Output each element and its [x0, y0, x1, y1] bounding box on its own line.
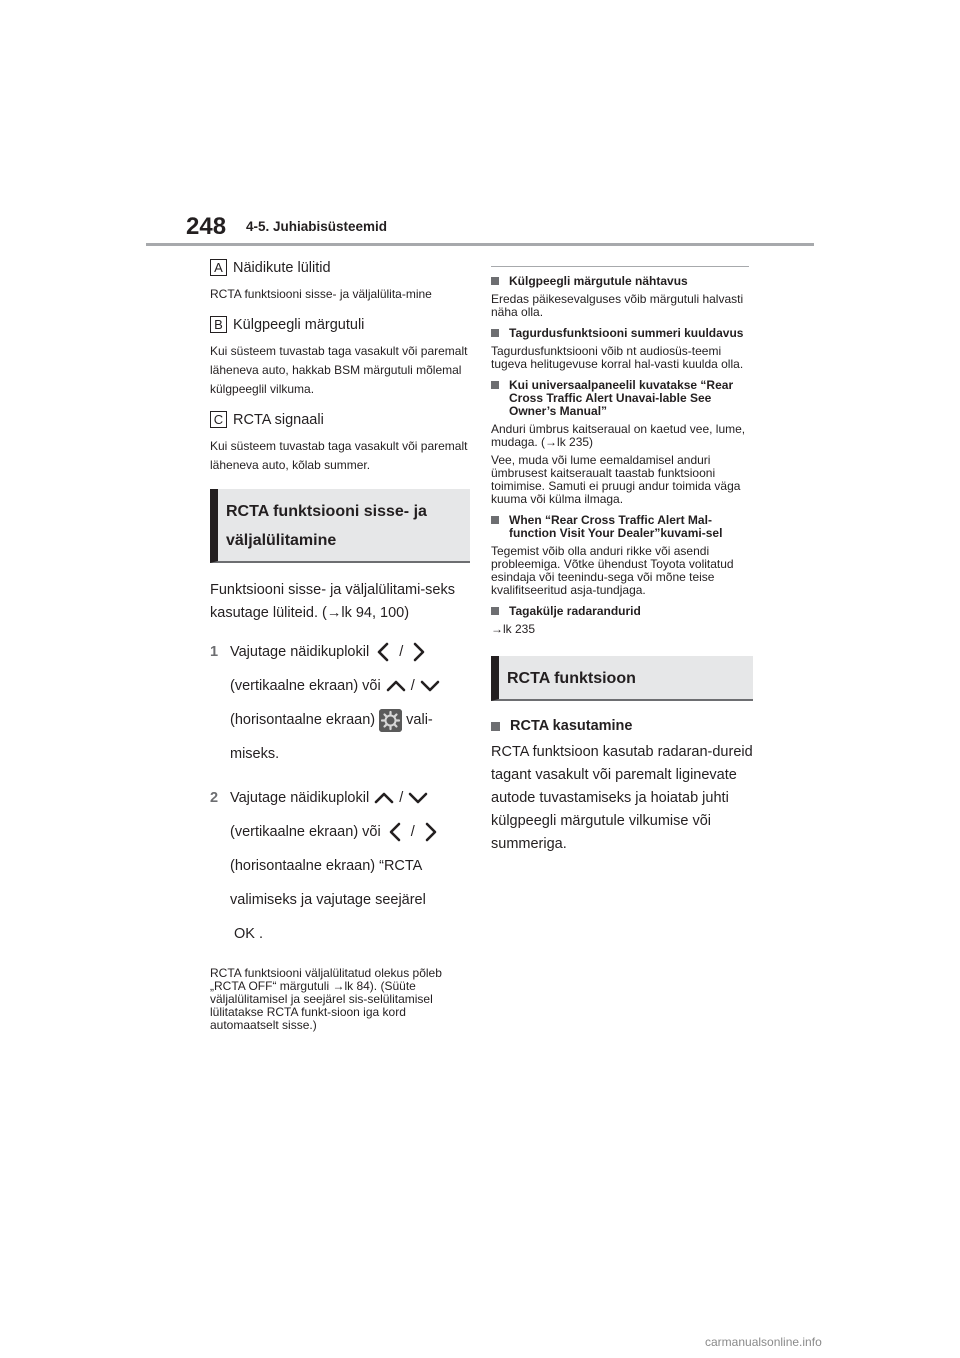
step-number-2: 2 — [210, 790, 219, 806]
chevron-left-icon — [385, 821, 407, 843]
slash-text: / — [399, 644, 404, 660]
step1-line3a: (horisontaalne ekraan) — [230, 712, 376, 728]
label-item-a — [210, 259, 470, 276]
step1-line4: miseks. — [230, 746, 280, 762]
slash-text: / — [410, 824, 415, 840]
label-desc-a: RCTA funktsiooni sisse- ja väljalülita-mine — [210, 287, 432, 301]
label-desc-b: Kui süsteem tuvastab taga vasakult või paremalt läheneva auto, hakkab BSM märgutuli mõlemal külgpeeglil vilkuma. — [210, 344, 468, 396]
square-bullet-icon — [491, 516, 499, 524]
label-box-a: A — [210, 259, 227, 276]
label-box-b: B — [210, 316, 227, 333]
square-bullet-icon — [491, 277, 499, 285]
step2-line1: Vajutage näidikuplokil — [230, 790, 370, 806]
note-heading-rear-sensors: Tagakülje radarandurid — [491, 605, 753, 618]
footer-watermark: carmanualsonline.info — [705, 1335, 822, 1349]
section-heading-rcta-toggle: RCTA funktsiooni sisse- ja väljalülitamine — [210, 489, 470, 563]
label-box-c: C — [210, 411, 227, 428]
label-title-b: Külgpeegli märgutuli — [233, 316, 365, 333]
square-bullet-icon — [491, 329, 499, 337]
chevron-up-icon — [373, 787, 395, 809]
chevron-up-icon — [385, 675, 407, 697]
section-title: 4-5. Juhiabisüsteemid — [246, 219, 388, 234]
step2-line4: valimiseks ja vajutage seejärel — [230, 892, 426, 908]
page-number: 248 — [186, 213, 227, 240]
page-reference: →lk 235 — [491, 622, 536, 636]
note-heading-buzzer: Tagurdusfunktsiooni summeri kuuldavus — [491, 327, 753, 340]
chevron-right-icon — [407, 641, 429, 663]
note-text: Anduri ümbrus kaitseraual on kaetud vee, lume, mudaga. (→lk 235) — [491, 422, 746, 449]
step-number-1: 1 — [210, 644, 219, 660]
chevron-right-icon — [419, 821, 441, 843]
step-2 — [210, 781, 470, 951]
note-text: Eredas päikesevalguses võib märgutuli halvasti näha olla. — [491, 292, 744, 319]
chevron-down-icon — [407, 787, 429, 809]
note-heading-malfunction: When “Rear Cross Traffic Alert Mal-function Visit Your Dealer”kuvami-sel — [491, 514, 753, 540]
square-bullet-icon — [491, 381, 499, 389]
section-heading-rcta-function: RCTA funktsioon — [491, 656, 753, 701]
note-text: Tagurdusfunktsiooni võib nt audiosüs-teemi tugeva helitugevuse korral hal-vasti kuulda olla. — [491, 344, 744, 371]
left-column — [210, 259, 470, 1032]
usage-text: RCTA funktsioon kasutab radaran-dureid tagant vasakult või paremalt liginevate autode tuvastamiseks ja hoiatab juhti külgpeegli märgutule vilkumise või summeriga. — [491, 744, 753, 852]
step2-line3: (horisontaalne ekraan) “RCTA — [230, 858, 423, 874]
column-rule — [491, 266, 749, 267]
label-title-c: RCTA signaali — [233, 411, 324, 428]
square-bullet-icon — [491, 722, 500, 731]
slash-text: / — [399, 790, 404, 806]
slash-text: / — [410, 678, 415, 694]
note-heading-mirror-visibility: Külgpeegli märgutule nähtavus — [491, 275, 753, 288]
square-bullet-icon — [491, 607, 499, 615]
note-text: Vee, muda või lume eemaldamisel anduri ümbrusest kaitseraualt taastab funktsiooni toimimise. Samuti ei pruugi andur toimida väga kuuma või külma ilmaga. — [491, 453, 741, 506]
ok-button-label: OK . — [234, 926, 264, 942]
chevron-down-icon — [419, 675, 441, 697]
label-desc-c: Kui süsteem tuvastab taga vasakult või paremalt läheneva auto, kõlab summer. — [210, 439, 468, 472]
off-state-note: RCTA funktsiooni väljalülitatud olekus põleb „RCTA OFF“ märgutuli →lk 84). (Süüte väljalülitamisel ja seejärel sis-selülitamisel lülitatakse RCTA funkt-sioon iga kord automaatselt sisse.) — [210, 966, 442, 1032]
step1-line3b: vali- — [406, 712, 433, 728]
usage-heading: RCTA kasutamine — [491, 717, 753, 735]
intro-text: Funktsiooni sisse- ja väljalülitami-seks kasutage lüliteid. (→lk 94, 100) — [210, 582, 455, 621]
note-text: Tegemist võib olla anduri rikke või asendi probleemiga. Võtke ühendust Toyota volitatud esindaja või teenindu-sega või mõne teise kvalifitseeritud asja-tundjaga. — [491, 544, 734, 597]
label-item-b — [210, 316, 470, 333]
chevron-left-icon — [373, 641, 395, 663]
step-1 — [210, 635, 470, 771]
step2-line2: (vertikaalne ekraan) või — [230, 824, 381, 840]
label-title-a: Näidikute lülitid — [233, 259, 331, 276]
step1-line2: (vertikaalne ekraan) või — [230, 678, 381, 694]
label-item-c — [210, 411, 470, 428]
gear-icon — [379, 709, 402, 732]
note-heading-unavailable: Kui universaalpaneelil kuvatakse “Rear Cross Traffic Alert Unavai-lable See Owner’s Manual” — [491, 379, 753, 418]
header-rule — [146, 243, 814, 246]
step1-line1: Vajutage näidikuplokil — [230, 644, 370, 660]
right-column — [491, 266, 753, 856]
